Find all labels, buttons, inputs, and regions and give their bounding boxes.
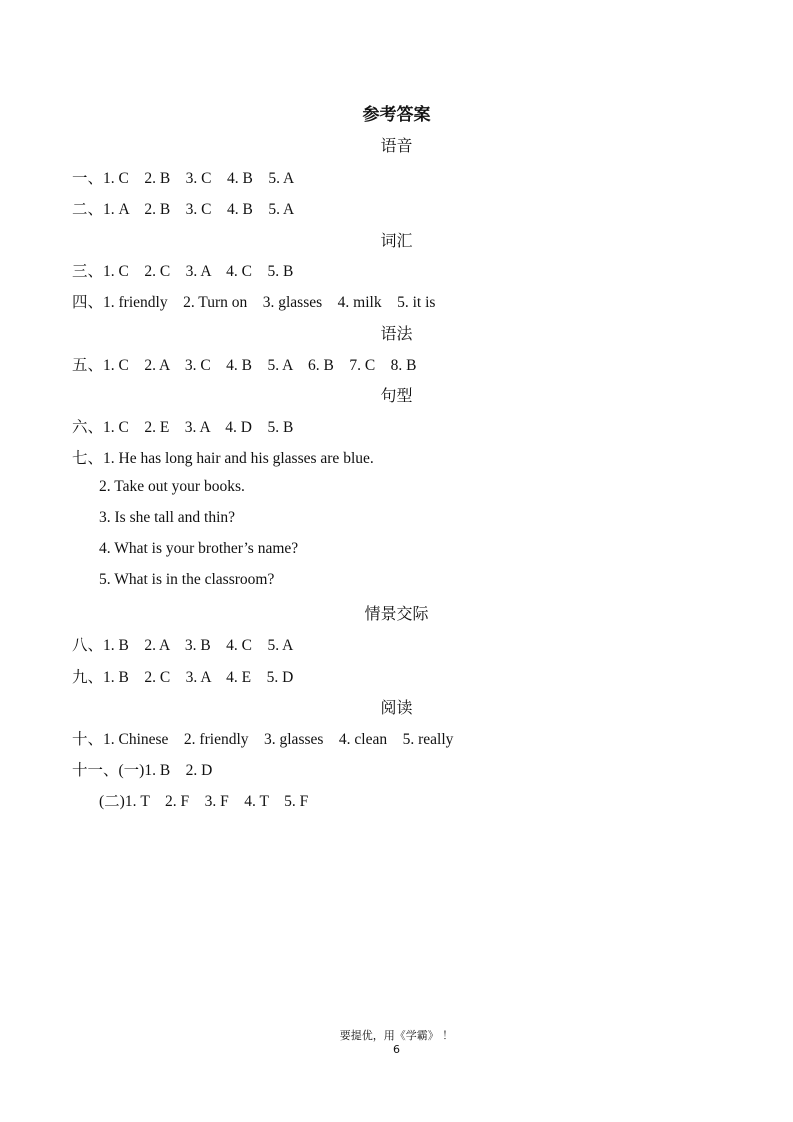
answer-line-6: 六、1. C 2. E 3. A 4. D 5. B bbox=[72, 419, 294, 436]
answer-line-2: 二、1. A 2. B 3. C 4. B 5. A bbox=[72, 201, 295, 218]
section-heading-phonetics: 语音 bbox=[380, 138, 413, 155]
answer-line-7: 七、1. He has long hair and his glasses are blue. bbox=[72, 450, 374, 467]
answer-line-11: 十一、(一)1. B 2. D bbox=[72, 762, 213, 779]
answer-line-7-5: 5. What is in the classroom? bbox=[99, 571, 275, 588]
section-heading-grammar: 语法 bbox=[380, 326, 413, 343]
answer-line-5: 五、1. C 2. A 3. C 4. B 5. A 6. B 7. C 8. B bbox=[72, 357, 417, 374]
answer-line-10: 十、1. Chinese 2. friendly 3. glasses 4. clean 5. really bbox=[72, 731, 454, 748]
answer-line-11-2: (二)1. T 2. F 3. F 4. T 5. F bbox=[99, 793, 309, 810]
page-number: 6 bbox=[393, 1043, 400, 1056]
answer-line-7-4: 4. What is your brother’s name? bbox=[99, 540, 299, 557]
section-heading-communication: 情景交际 bbox=[364, 606, 429, 623]
answer-line-3: 三、1. C 2. C 3. A 4. C 5. B bbox=[72, 263, 294, 280]
page-title: 参考答案 bbox=[362, 105, 431, 124]
section-heading-reading: 阅读 bbox=[380, 700, 413, 717]
answer-line-9: 九、1. B 2. C 3. A 4. E 5. D bbox=[72, 669, 294, 686]
answer-line-1: 一、1. C 2. B 3. C 4. B 5. A bbox=[72, 170, 295, 187]
answer-line-8: 八、1. B 2. A 3. B 4. C 5. A bbox=[72, 637, 294, 654]
section-heading-sentences: 句型 bbox=[380, 388, 413, 405]
answer-line-4: 四、1. friendly 2. Turn on 3. glasses 4. milk 5. it is bbox=[72, 294, 436, 311]
answer-line-7-3: 3. Is she tall and thin? bbox=[99, 509, 236, 526]
answer-line-7-2: 2. Take out your books. bbox=[99, 478, 245, 495]
section-heading-vocabulary: 词汇 bbox=[380, 233, 413, 250]
footer-slogan: 要提优，用《学霸》 ！ bbox=[339, 1029, 454, 1042]
